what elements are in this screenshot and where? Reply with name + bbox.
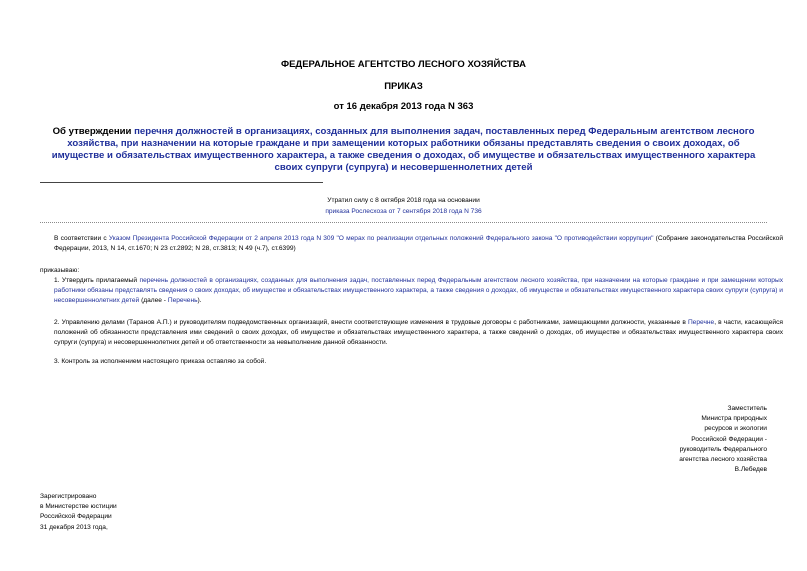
- preamble-paragraph: [40, 234, 783, 254]
- item-2-paragraph: [40, 318, 783, 349]
- doc-title: [40, 126, 767, 174]
- item-1-paragraph: [40, 276, 783, 307]
- item-1-short-link[interactable]: Перечень: [167, 297, 198, 305]
- preamble-text-2: (Собрание законодательства Российской Федерации, 2013, N 14, ст.1670; N 23 ст.2892; N 28, ст.3813; N 49 (ч.7), ст.6399): [54, 235, 783, 253]
- signature-line: Российской Федерации -: [691, 435, 767, 443]
- item-2-text-2: , в части, касающейся положений об обязанности представления ими сведений о своих доходах, об имуществе и обязательствах имущественного характера, а также сведений о доходах, об имуществе и обязательствах имущественного характера своих супруги (супруга) и несовершеннолетних детей и об ответственности за невыполнение данной обязанности.: [54, 319, 783, 347]
- signature-line: Заместитель: [727, 405, 767, 412]
- registration-line: Зарегистрировано: [40, 493, 97, 500]
- registration-line: Российской Федерации: [40, 513, 112, 521]
- item-3-paragraph: 3. Контроль за исполнением настоящего приказа оставляю за собой.: [54, 358, 267, 365]
- decree-link[interactable]: Указом Президента Российской Федерации от 2 апреля 2013 года N 309 "О мерах по реализации отдельных положений Федерального закона "О противодействии коррупции": [108, 235, 654, 242]
- item-2-list-link[interactable]: Перечне: [687, 319, 715, 326]
- lost-force-text: Утратил силу с 8 октября 2018 года на основании: [327, 197, 480, 204]
- item-1-text-1: 1. Утвердить прилагаемый: [54, 277, 140, 284]
- item-1-list-link[interactable]: перечень должностей в организациях, созданных для выполнения задач, поставленных перед Федеральным агентством лесного хозяйства, при назначении на которые граждане и при замещении которых работники обязаны представлять сведения о своих доходах, об имуществе и обязательствах имущественного характера, а также сведения о доходах, об имуществе и обязательствах имущественного характера своих супруги (супруга) и несовершеннолетних детей: [54, 277, 783, 305]
- lost-force-note: [0, 196, 807, 217]
- title-prefix: Об утверждении: [52, 126, 135, 137]
- title-divider: [40, 182, 323, 183]
- registration-block: [40, 492, 117, 533]
- item-2-text-1: 2. Управлению делами (Таранов А.П.) и руководителям подведомственных организаций, внести соответствующие изменения в трудовые договоры с работниками, замещающими должности, указанные в: [54, 319, 688, 326]
- agency-name: ФЕДЕРАЛЬНОЕ АГЕНТСТВО ЛЕСНОГО ХОЗЯЙСТВА: [280, 59, 526, 70]
- lost-force-link[interactable]: приказа Рослесхоза от 7 сентября 2018 года N 736: [325, 207, 482, 215]
- title-link[interactable]: перечня должностей в организациях, созданных для выполнения задач, поставленных перед Федеральным агентством лесного хозяйства, при назначении на которые граждане и при замещении которых работники обязаны представлять сведения о своих доходах, об имуществе и обязательствах имущественного характера, а также сведения о доходах, об имуществе и обязательствах имущественного характера своих супруги (супруга) и несовершеннолетних детей: [51, 126, 756, 173]
- order-word: приказываю:: [40, 267, 80, 274]
- doc-date-number: от 16 декабря 2013 года N 363: [333, 101, 474, 112]
- signature-line: Министра природных: [701, 415, 767, 423]
- signer-name: В.Лебедев: [734, 466, 767, 474]
- preamble-text-1: В соответствии с: [54, 235, 109, 242]
- section-divider: [40, 222, 767, 223]
- signature-line: агентства лесного хозяйства: [679, 456, 767, 464]
- signature-line: руководитель Федерального: [679, 445, 767, 453]
- doc-type: ПРИКАЗ: [384, 81, 423, 92]
- signature-block: [679, 404, 767, 475]
- registration-line: 31 декабря 2013 года,: [40, 523, 108, 531]
- item-1-text-2: (далее -: [139, 297, 168, 305]
- registration-line: в Министерстве юстиции: [40, 503, 117, 511]
- item-1-text-3: ).: [197, 297, 202, 305]
- signature-line: ресурсов и экологии: [704, 425, 767, 433]
